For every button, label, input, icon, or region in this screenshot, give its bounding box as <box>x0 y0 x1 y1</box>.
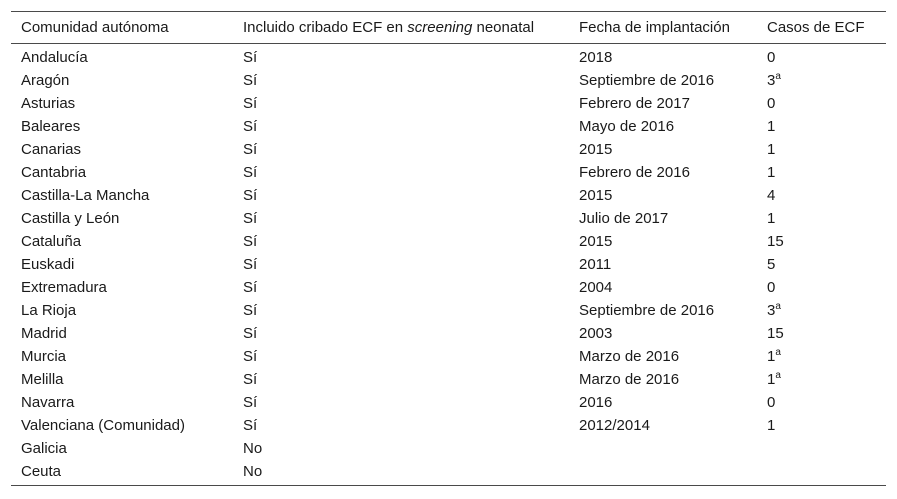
included-cell-value: Sí <box>243 279 258 296</box>
included-cell <box>233 184 569 207</box>
table-row <box>11 391 886 414</box>
included-cell-value: Sí <box>243 141 258 158</box>
cases-cell-value: 1 <box>767 210 776 227</box>
date-cell-value: 2003 <box>579 325 613 342</box>
region-cell-value: Cataluña <box>21 233 82 250</box>
header-row <box>11 12 886 44</box>
table-row <box>11 345 886 368</box>
included-cell <box>233 44 569 70</box>
cases-cell-value: 15 <box>767 233 784 250</box>
date-cell-value: 2004 <box>579 279 613 296</box>
included-cell-value: Sí <box>243 118 258 135</box>
cases-cell <box>757 138 886 161</box>
region-cell <box>11 207 233 230</box>
header-included-pre: Incluido cribado ECF en <box>243 19 408 36</box>
date-cell <box>569 115 757 138</box>
region-cell <box>11 299 233 322</box>
included-cell <box>233 161 569 184</box>
region-cell <box>11 44 233 70</box>
footnote-marker: a <box>775 370 781 381</box>
included-cell-value: Sí <box>243 233 258 250</box>
included-cell <box>233 138 569 161</box>
date-cell <box>569 460 757 486</box>
included-cell <box>233 391 569 414</box>
table-row <box>11 92 886 115</box>
header-date: Fecha de implantación <box>579 19 730 36</box>
included-cell-value: Sí <box>243 72 258 89</box>
date-cell-value: 2015 <box>579 141 613 158</box>
cases-cell <box>757 368 886 391</box>
date-cell <box>569 44 757 70</box>
date-cell-value: 2011 <box>579 256 612 273</box>
date-cell <box>569 184 757 207</box>
date-cell <box>569 391 757 414</box>
included-cell <box>233 322 569 345</box>
table-row <box>11 115 886 138</box>
region-cell <box>11 138 233 161</box>
cases-cell <box>757 299 886 322</box>
region-cell-value: La Rioja <box>21 302 77 319</box>
included-cell <box>233 368 569 391</box>
date-cell-value: Febrero de 2017 <box>579 95 690 112</box>
date-cell-value: 2016 <box>579 394 613 411</box>
cases-cell <box>757 437 886 460</box>
table-row <box>11 368 886 391</box>
included-cell-value: Sí <box>243 394 258 411</box>
date-cell-value: 2012/2014 <box>579 417 650 434</box>
table-row <box>11 230 886 253</box>
cases-cell <box>757 44 886 70</box>
included-cell-value: Sí <box>243 210 258 227</box>
date-cell-value: Febrero de 2016 <box>579 164 690 181</box>
cf-screening-table <box>11 11 886 486</box>
table-row <box>11 253 886 276</box>
table-header <box>11 12 886 44</box>
region-cell <box>11 230 233 253</box>
cases-cell-value: 1 <box>767 348 776 365</box>
included-cell-value: No <box>243 440 263 457</box>
region-cell <box>11 437 233 460</box>
region-cell <box>11 391 233 414</box>
cases-cell-value: 0 <box>767 49 776 66</box>
cases-cell-value: 0 <box>767 279 776 296</box>
date-cell <box>569 161 757 184</box>
table-row <box>11 299 886 322</box>
table-row <box>11 184 886 207</box>
region-cell-value: Madrid <box>21 325 67 342</box>
cases-cell-value: 3 <box>767 72 776 89</box>
cf-screening-table-container <box>11 11 886 486</box>
date-cell <box>569 138 757 161</box>
region-cell-value: Aragón <box>21 72 70 89</box>
date-cell <box>569 345 757 368</box>
region-cell-value: Castilla y León <box>21 210 120 227</box>
included-cell <box>233 345 569 368</box>
included-cell-value: Sí <box>243 49 258 66</box>
date-cell-value: 2015 <box>579 233 613 250</box>
region-cell-value: Euskadi <box>21 256 75 273</box>
cases-cell-value: 1 <box>767 118 776 135</box>
header-region: Comunidad autónoma <box>21 19 169 36</box>
cases-cell-value: 4 <box>767 187 776 204</box>
cases-cell <box>757 115 886 138</box>
date-cell-value: Mayo de 2016 <box>579 118 675 135</box>
footnote-marker: a <box>775 301 781 312</box>
included-cell <box>233 69 569 92</box>
cases-cell-value: 1 <box>767 164 776 181</box>
included-cell-value: Sí <box>243 325 258 342</box>
footnote-marker: a <box>775 347 781 358</box>
cases-cell <box>757 276 886 299</box>
included-cell-value: Sí <box>243 164 258 181</box>
region-cell <box>11 368 233 391</box>
cases-cell-value: 1 <box>767 371 776 388</box>
header-cases: Casos de ECF <box>767 19 865 36</box>
cases-cell-value: 0 <box>767 394 776 411</box>
cases-cell-value: 3 <box>767 302 776 319</box>
date-cell-value: Septiembre de 2016 <box>579 302 715 319</box>
region-cell-value: Cantabria <box>21 164 87 181</box>
date-cell <box>569 414 757 437</box>
region-cell <box>11 460 233 486</box>
region-cell <box>11 92 233 115</box>
table-row <box>11 69 886 92</box>
region-cell-value: Andalucía <box>21 49 88 66</box>
cases-cell <box>757 414 886 437</box>
date-cell <box>569 368 757 391</box>
region-cell <box>11 414 233 437</box>
header-included-em: screening <box>407 19 473 36</box>
included-cell-value: Sí <box>243 371 258 388</box>
included-cell-value: Sí <box>243 187 258 204</box>
region-cell <box>11 253 233 276</box>
region-cell-value: Galicia <box>21 440 67 457</box>
cases-cell <box>757 230 886 253</box>
cases-cell <box>757 345 886 368</box>
table-row <box>11 414 886 437</box>
cases-cell-value: 5 <box>767 256 776 273</box>
date-cell-value: Julio de 2017 <box>579 210 669 227</box>
included-cell <box>233 299 569 322</box>
date-cell <box>569 207 757 230</box>
table-row <box>11 161 886 184</box>
date-cell <box>569 92 757 115</box>
included-cell <box>233 230 569 253</box>
included-cell <box>233 115 569 138</box>
region-cell-value: Canarias <box>21 141 82 158</box>
region-cell <box>11 69 233 92</box>
date-cell <box>569 322 757 345</box>
included-cell <box>233 460 569 486</box>
region-cell-value: Extremadura <box>21 279 107 296</box>
cases-cell <box>757 460 886 486</box>
cases-cell-value: 15 <box>767 325 784 342</box>
region-cell <box>11 345 233 368</box>
included-cell <box>233 414 569 437</box>
included-cell-value: No <box>243 463 263 480</box>
region-cell <box>11 115 233 138</box>
included-cell <box>233 92 569 115</box>
cases-cell <box>757 391 886 414</box>
date-cell <box>569 299 757 322</box>
cases-cell <box>757 322 886 345</box>
region-cell <box>11 184 233 207</box>
region-cell-value: Valenciana (Comunidad) <box>21 417 185 434</box>
region-cell <box>11 276 233 299</box>
table-body <box>11 44 886 486</box>
table-row <box>11 322 886 345</box>
cases-cell-value: 0 <box>767 95 776 112</box>
table-row <box>11 460 886 486</box>
cases-cell <box>757 184 886 207</box>
included-cell <box>233 207 569 230</box>
cases-cell <box>757 69 886 92</box>
included-cell-value: Sí <box>243 348 258 365</box>
table-row <box>11 44 886 70</box>
date-cell <box>569 276 757 299</box>
date-cell-value: Septiembre de 2016 <box>579 72 715 89</box>
date-cell <box>569 253 757 276</box>
included-cell-value: Sí <box>243 417 258 434</box>
included-cell <box>233 253 569 276</box>
date-cell <box>569 437 757 460</box>
included-cell-value: Sí <box>243 256 258 273</box>
date-cell-value: 2015 <box>579 187 613 204</box>
region-cell-value: Asturias <box>21 95 76 112</box>
cases-cell-value: 1 <box>767 141 776 158</box>
region-cell-value: Murcia <box>21 348 67 365</box>
cases-cell <box>757 253 886 276</box>
header-included-post: neonatal <box>472 19 535 36</box>
region-cell <box>11 161 233 184</box>
table-row <box>11 276 886 299</box>
included-cell <box>233 437 569 460</box>
cases-cell <box>757 161 886 184</box>
date-cell-value: Marzo de 2016 <box>579 371 680 388</box>
region-cell-value: Baleares <box>21 118 81 135</box>
table-row <box>11 207 886 230</box>
header-included <box>233 12 569 44</box>
included-cell-value: Sí <box>243 302 258 319</box>
region-cell-value: Melilla <box>21 371 64 388</box>
region-cell <box>11 322 233 345</box>
date-cell <box>569 230 757 253</box>
region-cell-value: Ceuta <box>21 463 62 480</box>
included-cell-value: Sí <box>243 95 258 112</box>
footnote-marker: a <box>775 71 781 82</box>
included-cell <box>233 276 569 299</box>
cases-cell <box>757 207 886 230</box>
table-row <box>11 437 886 460</box>
table-row <box>11 138 886 161</box>
date-cell <box>569 69 757 92</box>
date-cell-value: Marzo de 2016 <box>579 348 680 365</box>
region-cell-value: Castilla-La Mancha <box>21 187 150 204</box>
cases-cell <box>757 92 886 115</box>
region-cell-value: Navarra <box>21 394 75 411</box>
cases-cell-value: 1 <box>767 417 776 434</box>
date-cell-value: 2018 <box>579 49 613 66</box>
